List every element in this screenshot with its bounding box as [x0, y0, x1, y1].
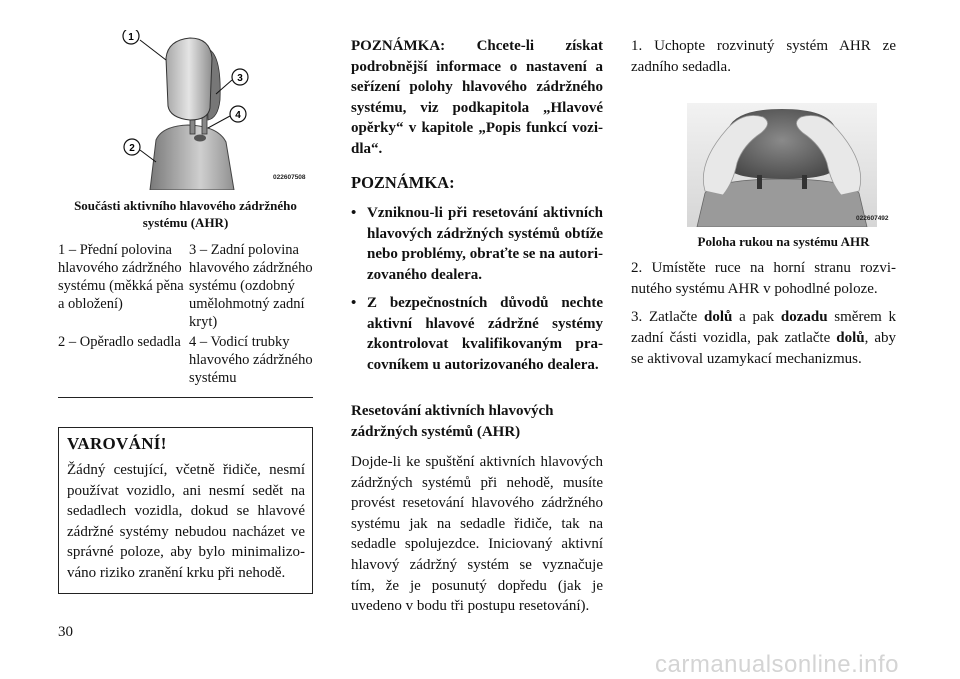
figure-caption: Poloha rukou na systému AHR: [697, 234, 870, 250]
callout-4: [230, 106, 246, 122]
legend-item-1: 1 – Přední polovina hlavového zádržného systému (měkká pěna a obložení): [58, 242, 184, 312]
bullet-icon: •: [351, 295, 357, 311]
left-column: [58, 30, 313, 594]
list-item: • Z bezpečnostních důvodů nechte aktivní hlavové zádržné systémy zkontrolovat kvalifikovaným pracovníkem u autorizovaného dealera.: [351, 295, 603, 373]
figure-code: 022607508: [273, 174, 306, 181]
callout-3: [232, 69, 248, 85]
hands-on-headrest-photo: [687, 103, 877, 227]
step-3: 3. Zatlačte dolů a pak dozadu směrem k zadní části vozidla, pak zatlačte dolů, aby se aktivoval uzamykací mechanizmus.: [631, 309, 897, 367]
step-2: 2. Umístěte ruce na horní stranu rozvinutého systému AHR v pohodlné poloze.: [631, 260, 896, 297]
legend-row: [58, 241, 313, 331]
warning-title: VAROVÁNÍ!: [67, 434, 167, 453]
note-heading: POZNÁMKA:: [351, 173, 455, 192]
note-bullet-list: [351, 203, 603, 375]
ahr-components-figure: [58, 30, 313, 231]
figure-code: 022607492: [856, 215, 889, 223]
warning-box: [58, 427, 313, 594]
hand-position-figure: [631, 103, 896, 250]
warning-text: Žádný cestující, včetně řidiče, nesmí používat vozidlo, ani nesmí sedět na sedadlech vozidla, dokud se hlavové zádržné systémy nebudou nacházet ve správné poloze, aby bylo minimalizováno riziko zranění krku při nehodě.: [67, 462, 305, 581]
right-column: [631, 36, 896, 377]
svg-text:4: 4: [235, 110, 241, 121]
callout-2: [124, 139, 140, 155]
legend-item-2: 2 – Opěradlo sedadla: [58, 334, 181, 350]
section-text: Dojde-li ke spuštění aktivních hlavových zádržných systémů při nehodě, musíte provést resetování hlavového zádržného systému jak na sedadle řidiče, tak na sedadle spolujezdce. Iniciovaný aktivní hlavový zádržný systém se vyznačuje tím, že je posunutý dopředu (jak je uvedeno v bodu tři postupu resetování).: [351, 454, 603, 615]
note-paragraph: POZNÁMKA: Chcete-li získat podrobnější informace o nastavení a seřízení polohy hlavového zádržného systému, viz podkapitola „Hlavové opěrky“ v kapitole „Popis funkcí vozidla“.: [351, 38, 603, 157]
headrest-diagram: [58, 30, 313, 190]
step-1: 1. Uchopte rozvinutý systém AHR ze zadního sedadla.: [631, 38, 896, 75]
watermark: carmanualsonline.info: [655, 651, 899, 678]
svg-text:3: 3: [237, 73, 243, 84]
list-item: • Vzniknou-li při resetování aktivních hlavových zádržných systémů obtíže nebo problémy, obraťte se na autorizovaného dealera.: [351, 205, 603, 283]
svg-text:2: 2: [129, 143, 135, 154]
legend-item-3: 3 – Zadní polovina hlavového zádržného systému (ozdobný umělohmotný zadní kryt): [188, 242, 313, 330]
page-number: 30: [58, 624, 73, 640]
svg-text:1: 1: [128, 32, 134, 43]
legend-row: [58, 333, 313, 387]
section-heading: Resetování aktivních hlavových zádržných systémů (AHR): [351, 403, 554, 440]
bullet-icon: •: [351, 205, 357, 221]
callout-1: [123, 30, 139, 44]
figure-caption: Součásti aktivního hlavového zádržného systému (AHR): [74, 198, 297, 230]
figure-legend: [58, 241, 313, 398]
legend-item-4: 4 – Vodicí trubky hlavového zádržného systému: [188, 334, 313, 386]
middle-column: [351, 36, 603, 617]
